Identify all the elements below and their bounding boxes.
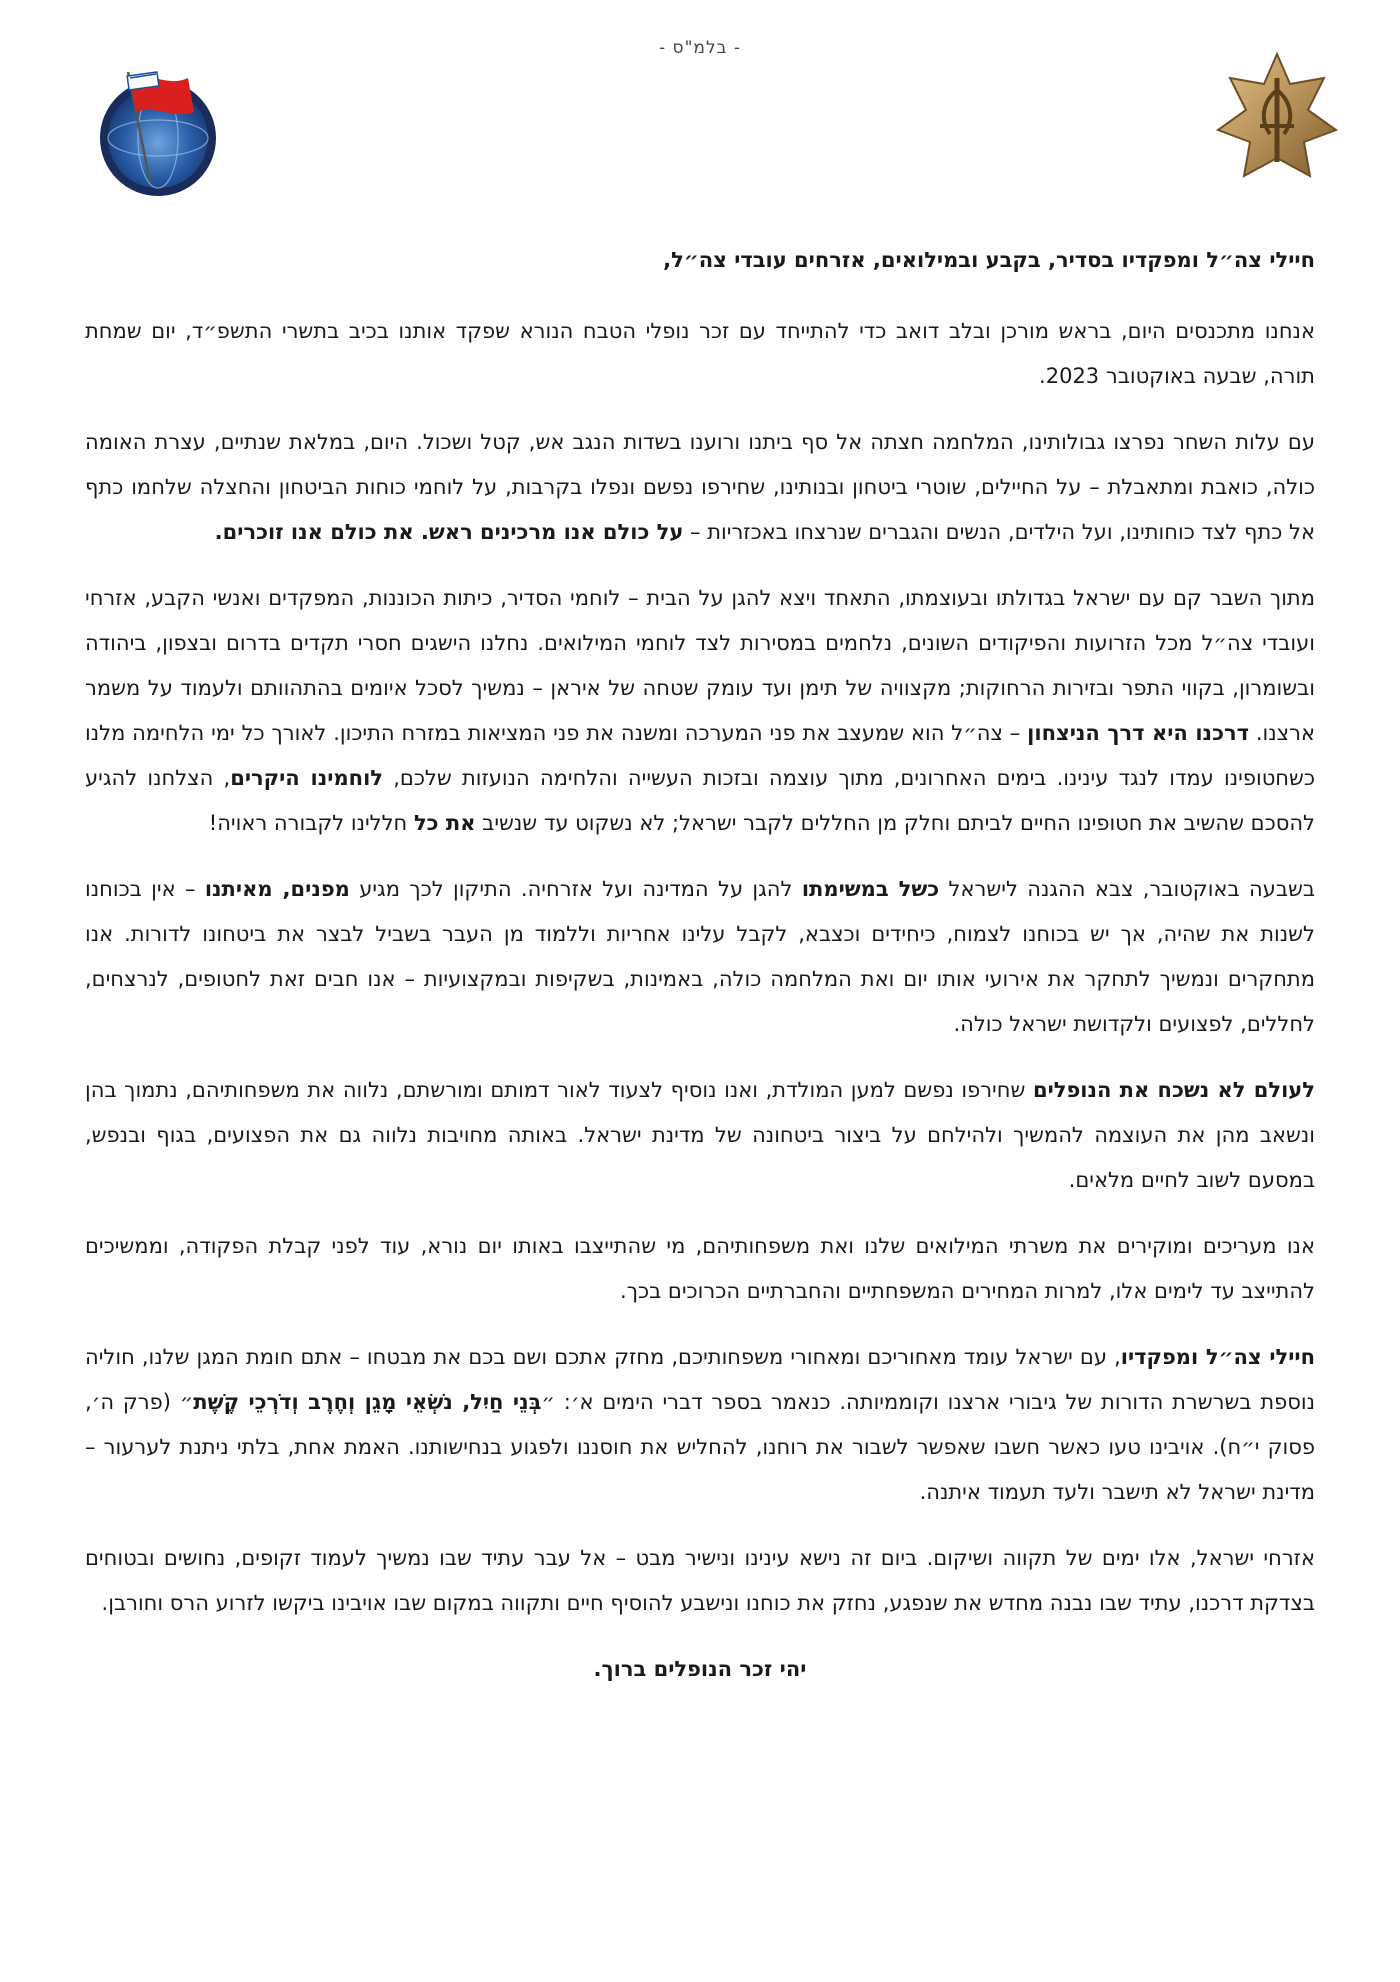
paragraph-7-text-2: ״ (פרק ה׳, פסוק י״ח). אויבינו טעו כאשר חשבו שאפשר לשבור את רוחנו, להחליש את חוסננו ולפגוע בנחישותנו. האמת אחת, בלתי ניתנת לערעור – מדינת ישראל לא תישבר ולעד תעמוד איתנה. bbox=[85, 1390, 1315, 1504]
idf-emblem-logo-icon bbox=[1212, 50, 1342, 190]
paragraph-5-text: שחירפו נפשם למען המולדת, ואנו נוסיף לצעוד לאור דמותם ומורשתם, נלווה את משפחותיהם, נתמוך בהן ונשאב מהן את העוצמה להמשיך ולהילחם על ביצור ביטחונה של מדינת ישראל. באותה מחויבות נלווה גם את הפצועים, בגוף ובנפש, במסעם לשוב לחיים מלאים. bbox=[85, 1078, 1315, 1192]
paragraph-4 bbox=[85, 867, 1315, 1047]
paragraph-8: אזרחי ישראל, אלו ימים של תקווה ושיקום. ביום זה נישא עינינו ונישיר מבט – אל עבר עתיד שבו נמשיך לעמוד זקופים, נחושים ובטוחים בצדקת דרכנו, עתיד שבו נבנה מחדש את שנפגע, נחזק את כוחנו ונישבע להוסיף חיים ותקווה במקום שבו אויבינו ביקשו לזרוע הרס וחורבן. bbox=[85, 1546, 1315, 1615]
paragraph-7-bold-2: בְּנֵי חַיִל, נֹשְׂאֵי מָגֵן וְחֶרֶב וְדֹרְכֵי קֶשֶׁת bbox=[193, 1390, 542, 1414]
paragraph-3-text-1: מתוך השבר קם עם ישראל בגדולתו ובעוצמתו, התאחד ויצא להגן על הבית – לוחמי הסדיר, כיתות הכוננות, המפקדים ואנשי הקבע, אזרחי ועובדי צה״ל מכל הזרועות והפיקודים השונים, נלחמים במסירות לצד לוחמי המילואים. נחלנו הישגים חסרי תקדים בדרום ובצפון, ביהודה ובשומרון, בקווי התפר ובזירות הרחוקות; מקצוויה של תימן ועד עומק שטחה של איראן – נמשיך לסכל איומים בהתהוותם ולעמוד על משמר ארצנו. bbox=[85, 586, 1315, 745]
paragraph-3-bold-2: לוחמינו היקרים bbox=[230, 766, 384, 790]
paragraph-4-bold-2: מפנים, מאיתנו bbox=[204, 877, 350, 901]
intelligence-corps-globe-flag-logo-icon bbox=[88, 60, 228, 200]
paragraph-1: אנחנו מתכנסים היום, בראש מורכן ובלב דואב כדי להתייחד עם זכר נופלי הטבח הנורא שפקד אותנו בכיב בתשרי התשפ״ד, יום שמחת תורה, שבעה באוקטובר 2023. bbox=[85, 319, 1315, 388]
paragraph-4-text-3: – אין בכוחנו לשנות את שהיה, אך יש בכוחנו לצמוח, כיחידים וכצבא, לקבל עלינו אחריות וללמוד מן העבר בשביל לבצר את ביטחונו לדורות. אנו מתחקרים ונמשיך לתחקר את אירועי אותו יום ואת המלחמה כולה, באמינות, בשקיפות ובמקצועיות – אנו חבים זאת לחטופים, לנרצחים, לחללים, לפצועים ולקדושת ישראל כולה. bbox=[85, 877, 1315, 1036]
paragraph-7-bold-1: חיילי צה״ל ומפקדיו bbox=[1120, 1345, 1315, 1369]
paragraph-7-text-1: , עם ישראל עומד מאחוריכם ומאחורי משפחותיכם, מחזק אתכם ושם בכם את מבטחו – אתם חומת המגן שלנו, חוליה נוספת בשרשרת הדורות של גיבורי ארצנו וקוממיותה. כנאמר בספר דברי הימים א׳: ״ bbox=[85, 1345, 1315, 1414]
paragraph-4-text-2: להגן על המדינה ועל אזרחיה. התיקון לכך מגיע bbox=[349, 877, 802, 901]
paragraph-3 bbox=[85, 576, 1315, 846]
paragraph-4-text-1: בשבעה באוקטובר, צבא ההגנה לישראל bbox=[939, 877, 1315, 901]
letter-body bbox=[85, 238, 1315, 1713]
paragraph-5-bold: לעולם לא נשכח את הנופלים bbox=[1032, 1078, 1315, 1102]
paragraph-2 bbox=[85, 420, 1315, 555]
paragraph-3-text-2: – צה״ל הוא שמעצב את פני המערכה ומשנה את פני המציאות במזרח התיכון. לאורך כל ימי הלחימה מלנו כשחטופינו עמדו לנגד עינינו. בימים האחרונים, מתוך עוצמה ובזכות העשייה והלחימה הנועזות שלכם, bbox=[85, 721, 1316, 790]
paragraph-3-text-4: חללינו לקבורה ראויה! bbox=[208, 811, 414, 835]
salutation: חיילי צה״ל ומפקדיו בסדיר, בקבע ובמילואים, אזרחים עובדי צה״ל, bbox=[663, 248, 1315, 272]
paragraph-2-bold: על כולם אנו מרכינים ראש. את כולם אנו זוכרים. bbox=[214, 520, 684, 544]
paragraph-5 bbox=[85, 1068, 1315, 1203]
paragraph-7 bbox=[85, 1335, 1315, 1515]
paragraph-2-text: עם עלות השחר נפרצו גבולותינו, המלחמה חצתה אל סף ביתנו ורוענו בשדות הנגב אש, קטל ושכול. היום, במלאת שנתיים, עצרת האומה כולה, כואבת ומתאבלת – על החיילים, שוטרי ביטחון ובנותינו, שחירפו נפשם ונפלו בקרבות, על לוחמי כוחות הביטחון והחצלה שלחמו כתף אל כתף לצד כוחותינו, ועל הילדים, הנשים והגברים שנרצחו באכזריות – bbox=[85, 430, 1315, 544]
paragraph-3-text-3: , הצלחנו להגיע להסכם שהשיב את חטופינו החיים לביתם וחלק מן החללים לקבר ישראל; לא נשקוט עד שנשיב bbox=[85, 766, 1315, 835]
paragraph-3-bold-1: דרכנו היא דרך הניצחון bbox=[1027, 721, 1249, 745]
classification-mark: - בלמ"ס - bbox=[659, 38, 741, 58]
paragraph-6: אנו מעריכים ומוקירים את משרתי המילואים שלנו ואת משפחותיהם, מי שהתייצבו באותו יום נורא, עוד לפני קבלת הפקודה, וממשיכים להתייצב עד לימים אלו, למרות המחירים המשפחתיים והחברתיים הכרוכים בכך. bbox=[85, 1234, 1315, 1303]
closing-line: יהי זכר הנופלים ברוך. bbox=[593, 1657, 807, 1681]
paragraph-4-bold-1: כשל במשימתו bbox=[801, 877, 940, 901]
paragraph-3-bold-3: את כל bbox=[413, 811, 476, 835]
